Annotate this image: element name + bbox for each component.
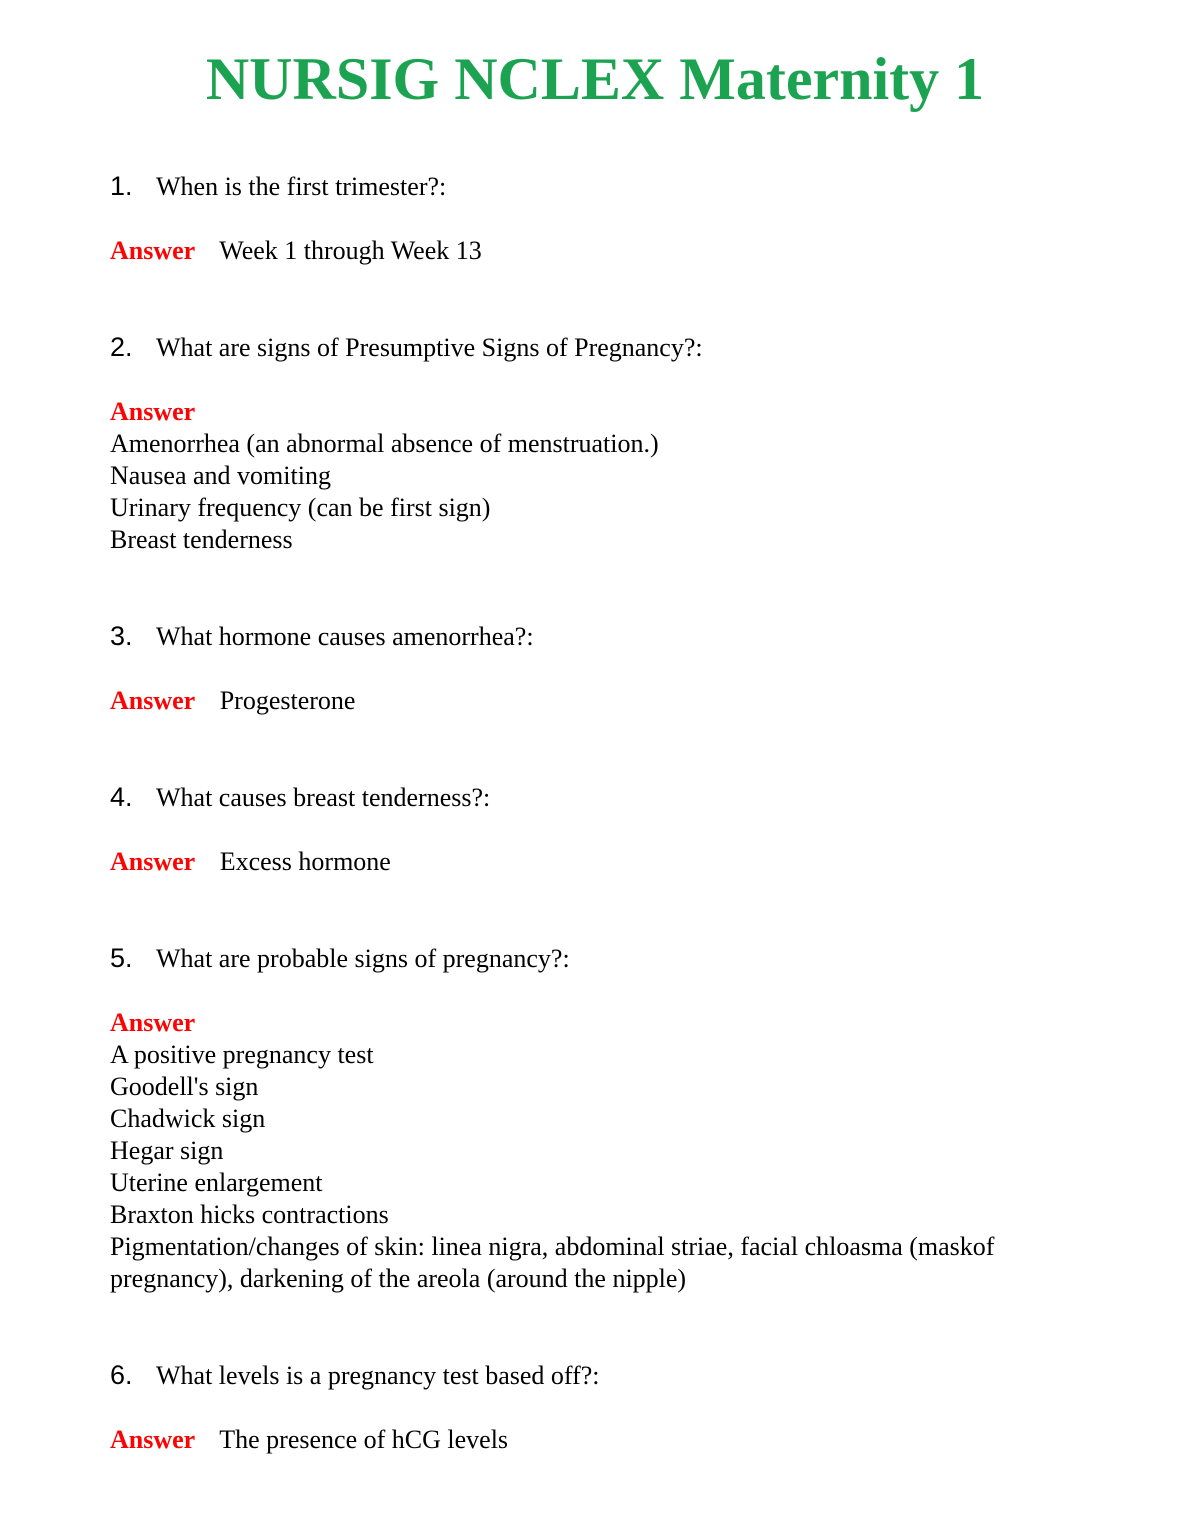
answer-block bbox=[110, 235, 1120, 267]
answer-label: Answer bbox=[110, 1008, 196, 1037]
answer-text: Week 1 through Week 13 bbox=[219, 236, 482, 265]
qa-item-1 bbox=[110, 170, 1120, 267]
answer-label: Answer bbox=[110, 847, 196, 876]
answer-line: A positive pregnancy test bbox=[110, 1040, 374, 1069]
qa-item-4 bbox=[110, 781, 1120, 878]
answer-line: Braxton hicks contractions bbox=[110, 1200, 389, 1229]
question-number: 1. bbox=[110, 171, 133, 201]
question-line bbox=[110, 170, 1120, 203]
answer-text: Excess hormone bbox=[219, 847, 391, 876]
question-text: When is the first trimester?: bbox=[156, 172, 447, 201]
answer-line: Nausea and vomiting bbox=[110, 461, 331, 490]
answer-line: Urinary frequency (can be first sign) bbox=[110, 493, 491, 522]
question-line bbox=[110, 331, 1120, 364]
question-number: 6. bbox=[110, 1360, 133, 1390]
answer-text: The presence of hCG levels bbox=[219, 1425, 509, 1454]
answer-block bbox=[110, 396, 1120, 556]
answer-line: Goodell's sign bbox=[110, 1072, 259, 1101]
answer-line: Pigmentation/changes of skin: linea nigra, abdominal striae, facial chloasma (maskof pregnancy), darkening of the areola (around the nipple) bbox=[110, 1232, 995, 1293]
answer-line: Breast tenderness bbox=[110, 525, 293, 554]
question-text: What causes breast tenderness?: bbox=[156, 783, 491, 812]
question-number: 4. bbox=[110, 782, 133, 812]
question-text: What hormone causes amenorrhea?: bbox=[156, 622, 534, 651]
qa-item-2 bbox=[110, 331, 1120, 556]
question-number: 5. bbox=[110, 943, 133, 973]
qa-item-6 bbox=[110, 1359, 1120, 1456]
answer-block bbox=[110, 1424, 1120, 1456]
answer-label: Answer bbox=[110, 397, 196, 426]
question-text: What are probable signs of pregnancy?: bbox=[156, 944, 570, 973]
question-line bbox=[110, 620, 1120, 653]
answer-text: Progesterone bbox=[219, 686, 356, 715]
question-text: What are signs of Presumptive Signs of Pregnancy?: bbox=[156, 333, 703, 362]
question-line bbox=[110, 1359, 1120, 1392]
answer-line: Chadwick sign bbox=[110, 1104, 266, 1133]
answer-label: Answer bbox=[110, 686, 196, 715]
answer-label: Answer bbox=[110, 1425, 196, 1454]
question-text: What levels is a pregnancy test based off?: bbox=[156, 1361, 600, 1390]
answer-line: Amenorrhea (an abnormal absence of menstruation.) bbox=[110, 429, 659, 458]
answer-line: Uterine enlargement bbox=[110, 1168, 323, 1197]
question-number: 3. bbox=[110, 621, 133, 651]
answer-line: Hegar sign bbox=[110, 1136, 224, 1165]
qa-item-3 bbox=[110, 620, 1120, 717]
qa-item-5 bbox=[110, 942, 1120, 1295]
question-line bbox=[110, 781, 1120, 814]
answer-block bbox=[110, 685, 1120, 717]
answer-label: Answer bbox=[110, 236, 196, 265]
answer-block bbox=[110, 1007, 1120, 1295]
page-title: NURSIG NCLEX Maternity 1 bbox=[205, 46, 985, 112]
answer-block bbox=[110, 846, 1120, 878]
question-line bbox=[110, 942, 1120, 975]
question-number: 2. bbox=[110, 332, 133, 362]
